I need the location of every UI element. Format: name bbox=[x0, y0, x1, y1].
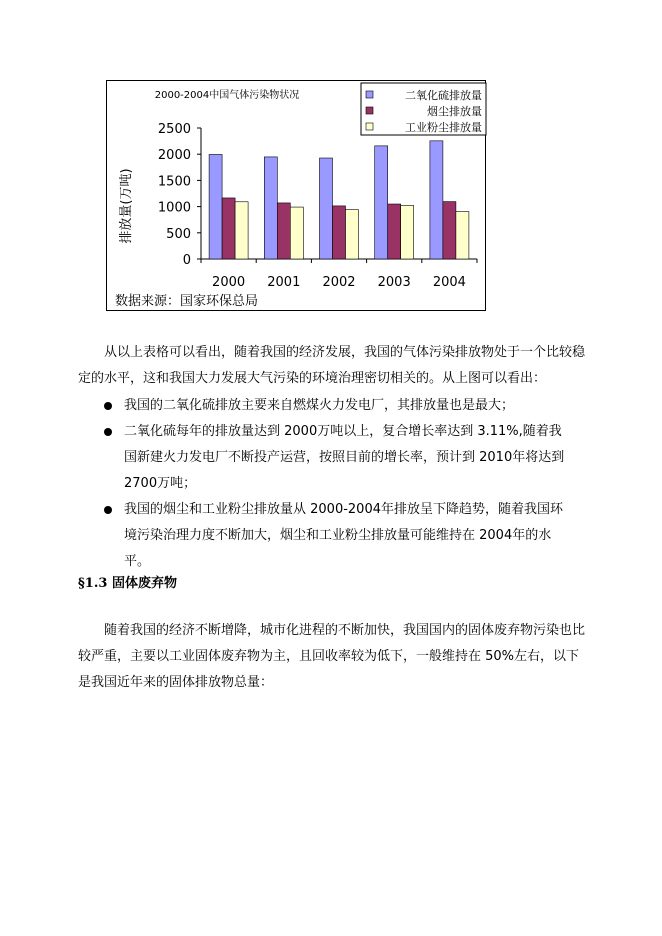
chart-axes bbox=[158, 122, 477, 290]
paragraph-analysis: 从以上表格可以看出，随着我国的经济发展，我国的气体污染排放物处于一个比较稳定的水平，这和我国大力发展大气污染的环境治理密切相关的。从上图可以看出： bbox=[78, 345, 586, 386]
bar bbox=[443, 202, 456, 259]
y-tick-label: 0 bbox=[182, 253, 191, 268]
list-item bbox=[104, 419, 574, 497]
bullet-icon bbox=[104, 428, 112, 436]
legend-entry: 工业粉尘排放量 bbox=[405, 121, 482, 134]
bullet-text: 我国的烟尘和工业粉尘排放量从 2000-2004年排放呈下降趋势，随着我国环境污染治理力度不断加大，烟尘和工业粉尘排放量可能维持在 2004年的水平。 bbox=[124, 502, 563, 569]
x-tick-label: 2001 bbox=[267, 275, 301, 290]
paragraph-solid-waste: 随着我国的经济不断增降，城市化进程的不断加快，我国国内的固体废弃物污染也比较严重，主要以工业固体废弃物为主，且回收率较为低下，一般维持在 50%左右，以下是我国近年来的固体排放物总量： bbox=[78, 623, 586, 690]
bar bbox=[264, 157, 277, 259]
x-tick-label: 2003 bbox=[377, 275, 411, 290]
chart-bars bbox=[209, 141, 469, 259]
bar bbox=[346, 210, 359, 259]
legend-swatch bbox=[366, 91, 373, 98]
x-tick-label: 2000 bbox=[212, 275, 246, 290]
bullet-list bbox=[104, 393, 574, 575]
bar bbox=[290, 207, 303, 259]
bar bbox=[222, 198, 235, 259]
bar bbox=[430, 141, 443, 259]
bar bbox=[401, 205, 414, 259]
chart-legend bbox=[361, 83, 486, 135]
emissions-chart bbox=[106, 80, 486, 311]
bar bbox=[388, 204, 401, 259]
list-item bbox=[104, 497, 574, 575]
bar bbox=[333, 206, 346, 259]
section-heading: §1.3 固体废弃物 bbox=[78, 576, 177, 591]
y-tick-label: 1000 bbox=[157, 200, 191, 216]
legend-entry: 二氧化硫排放量 bbox=[405, 89, 482, 102]
legend-swatch bbox=[366, 123, 373, 130]
legend-swatch bbox=[366, 107, 373, 114]
y-tick-label: 500 bbox=[166, 226, 191, 242]
y-axis-label: 排放量(万吨) bbox=[119, 168, 134, 244]
chart-source: 数据来源：国家环保总局 bbox=[115, 294, 259, 309]
y-tick-label: 2000 bbox=[157, 148, 191, 164]
y-tick-label: 1500 bbox=[157, 174, 191, 190]
bar bbox=[235, 202, 248, 259]
bar bbox=[375, 146, 388, 259]
bullet-icon bbox=[104, 402, 112, 410]
chart-title: 2000-2004中国气体污染物状况 bbox=[154, 90, 300, 101]
y-tick-label: 2500 bbox=[157, 122, 191, 137]
chart-canvas bbox=[107, 81, 487, 312]
bar bbox=[456, 212, 469, 259]
legend-entry: 烟尘排放量 bbox=[427, 105, 482, 118]
bar bbox=[209, 154, 222, 259]
bullet-text: 二氧化硫每年的排放量达到 2000万吨以上，复合增长率达到 3.11%,随着我国新建火力发电厂不断投产运营，按照目前的增长率，预计到 2010年将达到 2700万吨； bbox=[124, 424, 565, 491]
bar bbox=[277, 203, 290, 259]
bullet-text: 我国的二氧化硫排放主要来自燃煤火力发电厂，其排放量也是最大； bbox=[124, 398, 515, 413]
x-tick-label: 2002 bbox=[322, 275, 356, 290]
list-item bbox=[104, 393, 574, 419]
bar bbox=[320, 158, 333, 259]
x-tick-label: 2004 bbox=[432, 275, 466, 290]
bullet-icon bbox=[104, 506, 112, 514]
